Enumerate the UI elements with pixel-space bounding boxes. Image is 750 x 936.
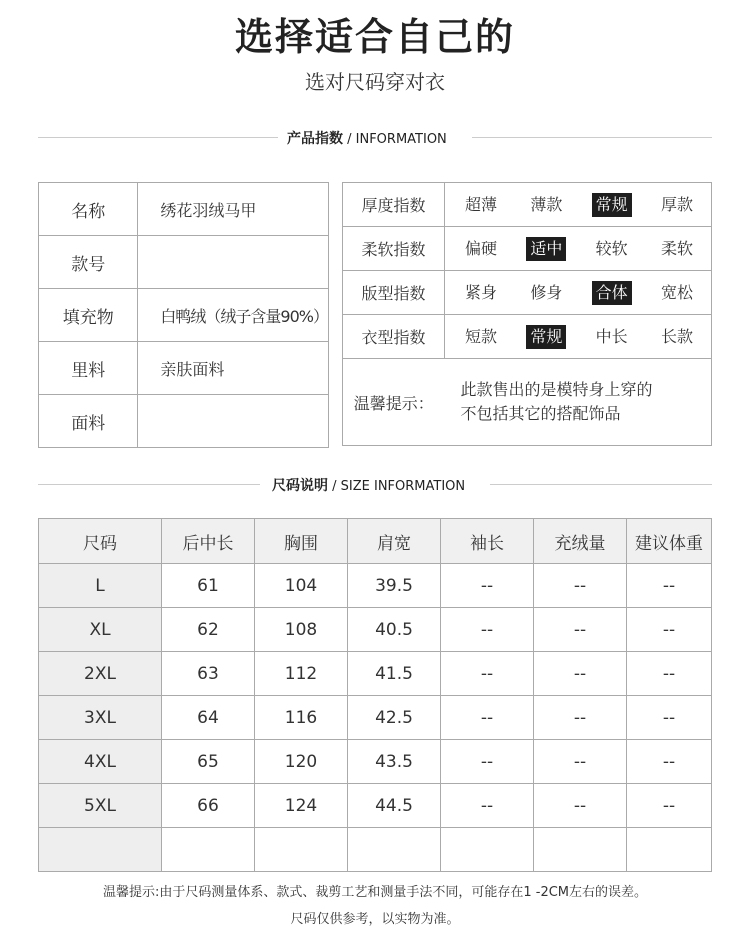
index-option: 超薄 xyxy=(465,194,498,214)
size-value-cell: 40.5 xyxy=(348,608,441,652)
info-value: 绣花羽绒马甲 xyxy=(138,183,329,236)
size-header-cell: 尺码 xyxy=(39,519,162,564)
index-option: 较软 xyxy=(595,238,628,258)
index-option: 柔软 xyxy=(660,238,693,258)
size-header-cell: 充绒量 xyxy=(534,519,627,564)
size-value-cell: 63 xyxy=(162,652,255,696)
size-label-cell: 3XL xyxy=(39,696,162,740)
size-header-cell: 袖长 xyxy=(441,519,534,564)
section-product-title xyxy=(287,128,447,148)
table-row xyxy=(39,740,712,784)
size-label-cell: 4XL xyxy=(39,740,162,784)
tip-text-cell xyxy=(445,359,712,446)
size-value-cell: -- xyxy=(534,740,627,784)
index-row-softness xyxy=(343,227,712,271)
size-value-cell: 124 xyxy=(255,784,348,828)
tip-row xyxy=(343,359,712,446)
size-value-cell xyxy=(534,828,627,872)
table-row xyxy=(39,696,712,740)
index-row-length xyxy=(343,315,712,359)
size-value-cell: -- xyxy=(441,696,534,740)
info-row-name xyxy=(39,183,329,236)
size-value-cell xyxy=(441,828,534,872)
size-value-cell: -- xyxy=(627,740,712,784)
index-options xyxy=(445,237,711,261)
size-label-cell: 2XL xyxy=(39,652,162,696)
size-value-cell: -- xyxy=(534,608,627,652)
table-row xyxy=(39,564,712,608)
index-option: 紧身 xyxy=(465,282,498,302)
section-product-title-en: / INFORMATION xyxy=(343,132,447,147)
size-label-cell xyxy=(39,828,162,872)
index-options xyxy=(445,281,711,305)
index-option-selected: 常规 xyxy=(526,325,566,349)
tip-text xyxy=(445,378,712,426)
size-table-body xyxy=(39,564,712,872)
info-label: 款号 xyxy=(39,236,138,289)
index-option-selected: 合体 xyxy=(592,281,632,305)
index-option: 长款 xyxy=(660,326,693,346)
size-label-cell: XL xyxy=(39,608,162,652)
index-option: 偏硬 xyxy=(465,238,498,258)
size-value-cell: 108 xyxy=(255,608,348,652)
size-value-cell xyxy=(627,828,712,872)
info-value: 亲肤面料 xyxy=(138,342,329,395)
index-option: 厚款 xyxy=(660,194,693,214)
size-value-cell: -- xyxy=(441,652,534,696)
index-option: 修身 xyxy=(530,282,563,302)
size-value-cell: 44.5 xyxy=(348,784,441,828)
info-label: 里料 xyxy=(39,342,138,395)
size-value-cell: 41.5 xyxy=(348,652,441,696)
index-options xyxy=(445,325,711,349)
index-row-fit xyxy=(343,271,712,315)
size-value-cell: 65 xyxy=(162,740,255,784)
size-value-cell: 112 xyxy=(255,652,348,696)
size-value-cell: -- xyxy=(534,652,627,696)
size-value-cell: 66 xyxy=(162,784,255,828)
size-value-cell: 62 xyxy=(162,608,255,652)
size-value-cell: -- xyxy=(441,608,534,652)
size-table xyxy=(38,518,712,872)
product-info-table xyxy=(38,182,329,448)
size-value-cell: -- xyxy=(627,696,712,740)
size-value-cell: 43.5 xyxy=(348,740,441,784)
section-size-title-en: / SIZE INFORMATION xyxy=(328,479,466,494)
size-label-cell: L xyxy=(39,564,162,608)
size-value-cell: -- xyxy=(441,740,534,784)
size-value-cell: -- xyxy=(441,564,534,608)
info-value xyxy=(138,395,329,448)
size-value-cell: -- xyxy=(627,564,712,608)
index-options-cell xyxy=(445,271,712,315)
section-size-title xyxy=(272,475,465,495)
info-row-filling xyxy=(39,289,329,342)
section-size-title-cn: 尺码说明 xyxy=(272,478,328,494)
size-value-cell: -- xyxy=(627,608,712,652)
size-value-cell: 39.5 xyxy=(348,564,441,608)
info-row-style-no xyxy=(39,236,329,289)
size-value-cell: 120 xyxy=(255,740,348,784)
size-value-cell: -- xyxy=(441,784,534,828)
size-value-cell xyxy=(348,828,441,872)
footer-note: 温馨提示:由于尺码测量体系、款式、裁剪工艺和测量手法不同，可能存在1 -2CM左右的误差。 xyxy=(102,885,648,900)
index-option: 短款 xyxy=(465,326,498,346)
info-row-lining xyxy=(39,342,329,395)
divider xyxy=(472,137,712,138)
size-value-cell: 61 xyxy=(162,564,255,608)
index-options xyxy=(445,193,711,217)
info-value: 白鸭绒（绒子含量90%） xyxy=(138,289,329,342)
page-title: 选择适合自己的 xyxy=(234,15,515,59)
size-value-cell: -- xyxy=(627,652,712,696)
info-label: 填充物 xyxy=(39,289,138,342)
divider xyxy=(490,484,712,485)
size-header-cell: 建议体重 xyxy=(627,519,712,564)
size-table-header xyxy=(39,519,712,564)
table-row xyxy=(39,828,712,872)
info-value xyxy=(138,236,329,289)
size-header-cell: 肩宽 xyxy=(348,519,441,564)
tip-line: 不包括其它的搭配饰品 xyxy=(460,404,621,423)
table-row xyxy=(39,608,712,652)
table-row xyxy=(39,652,712,696)
size-value-cell xyxy=(255,828,348,872)
table-row xyxy=(39,784,712,828)
info-label: 面料 xyxy=(39,395,138,448)
info-label: 名称 xyxy=(39,183,138,236)
footer-note-2: 尺码仅供参考，以实物为准。 xyxy=(290,912,460,927)
size-header-cell: 胸围 xyxy=(255,519,348,564)
size-label-cell: 5XL xyxy=(39,784,162,828)
tip-line: 此款售出的是模特身上穿的 xyxy=(460,380,653,399)
index-option: 中长 xyxy=(595,326,628,346)
index-label: 版型指数 xyxy=(343,271,445,315)
divider xyxy=(38,484,260,485)
size-value-cell xyxy=(162,828,255,872)
index-option-selected: 适中 xyxy=(526,237,566,261)
product-index-table xyxy=(342,182,712,446)
tip-label: 温馨提示： xyxy=(343,359,445,446)
index-options-cell xyxy=(445,227,712,271)
size-value-cell: 116 xyxy=(255,696,348,740)
section-product-title-cn: 产品指数 xyxy=(287,131,343,147)
index-label: 衣型指数 xyxy=(343,315,445,359)
index-option-selected: 常规 xyxy=(592,193,632,217)
index-options-cell xyxy=(445,183,712,227)
page-subtitle: 选对尺码穿对衣 xyxy=(305,70,445,94)
info-row-fabric xyxy=(39,395,329,448)
index-label: 厚度指数 xyxy=(343,183,445,227)
size-value-cell: -- xyxy=(534,564,627,608)
index-label: 柔软指数 xyxy=(343,227,445,271)
size-header-cell: 后中长 xyxy=(162,519,255,564)
index-option: 薄款 xyxy=(530,194,563,214)
index-row-thickness xyxy=(343,183,712,227)
size-value-cell: -- xyxy=(534,696,627,740)
size-value-cell: 64 xyxy=(162,696,255,740)
size-value-cell: -- xyxy=(534,784,627,828)
size-value-cell: -- xyxy=(627,784,712,828)
size-value-cell: 104 xyxy=(255,564,348,608)
size-value-cell: 42.5 xyxy=(348,696,441,740)
divider xyxy=(38,137,278,138)
index-options-cell xyxy=(445,315,712,359)
index-option: 宽松 xyxy=(660,282,693,302)
